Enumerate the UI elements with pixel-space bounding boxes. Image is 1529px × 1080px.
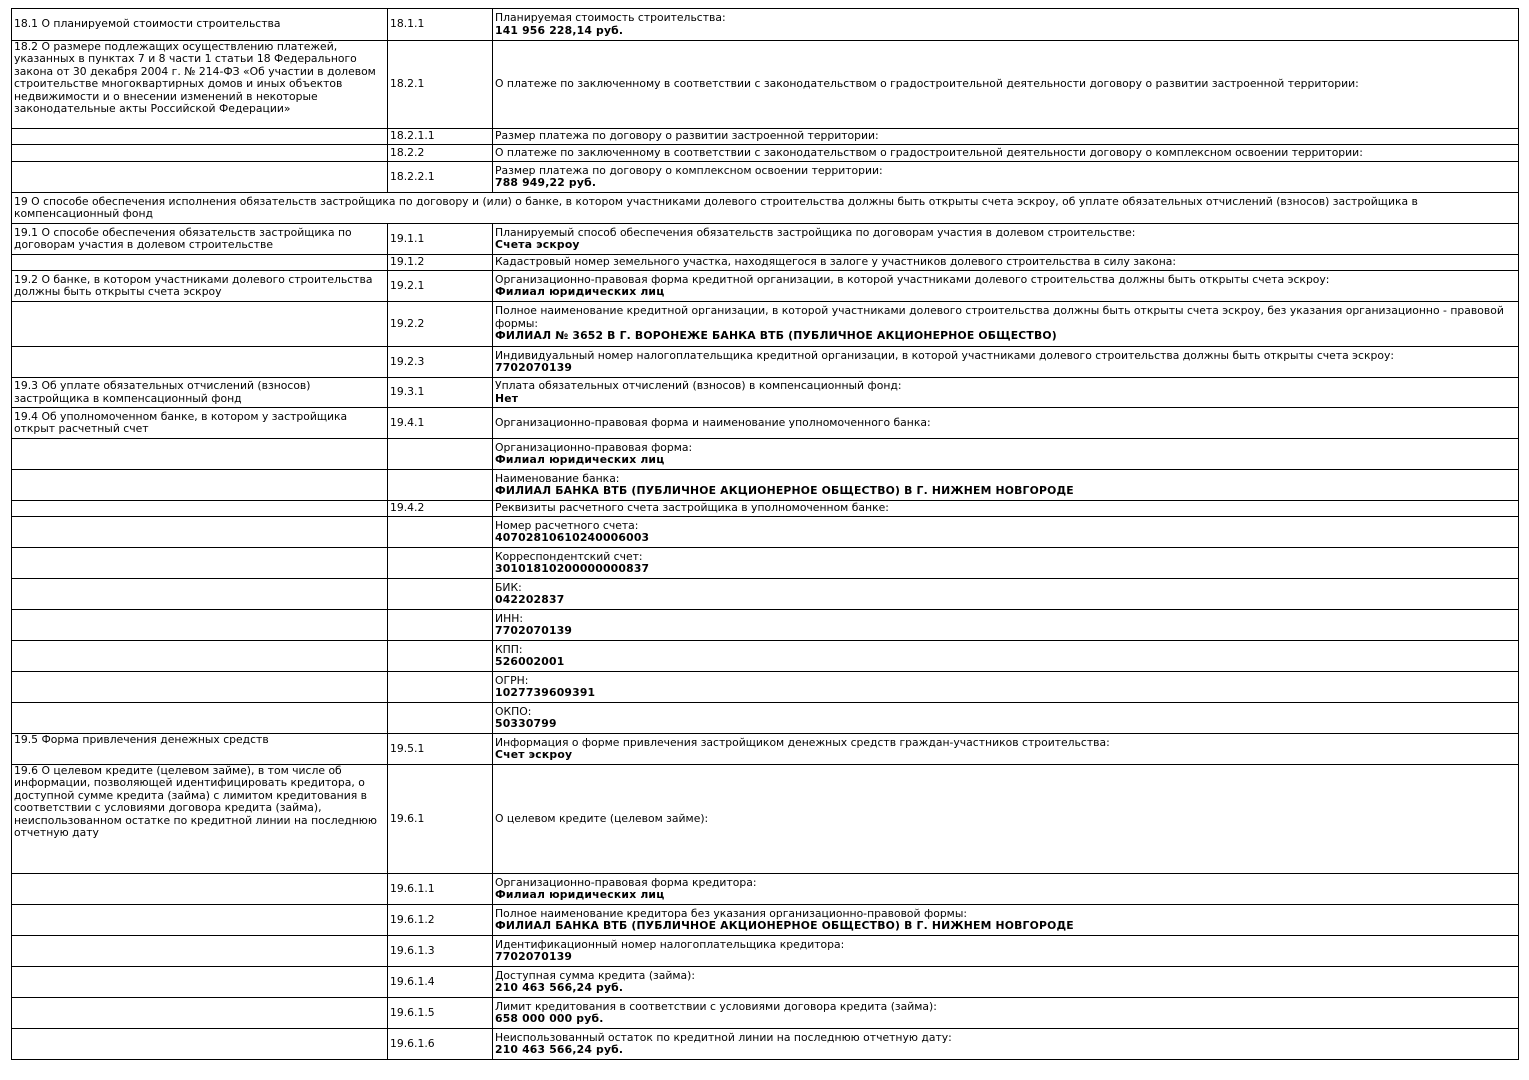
table-row bbox=[12, 765, 1519, 874]
section-title-cell bbox=[12, 579, 388, 610]
item-value: Филиал юридических лиц bbox=[495, 888, 665, 901]
item-value: 526002001 bbox=[495, 655, 565, 668]
item-number-cell: 19.6.1.1 bbox=[388, 874, 493, 905]
item-content-cell bbox=[493, 672, 1519, 703]
section-title-cell: 18.2 О размере подлежащих осуществлению платежей, указанных в пунктах 7 и 8 части 1 статьи 18 Федерального закона от 30 декабря 2004 г. № 214-ФЗ «Об участии в долевом строительстве многоквартирных домов и иных объектов недвижимости и о внесении изменений в некоторые законодательные акты Российской Федерации» bbox=[12, 41, 388, 129]
item-value: 50330799 bbox=[495, 717, 557, 730]
table-row bbox=[12, 998, 1519, 1029]
item-content-cell bbox=[493, 255, 1519, 271]
item-label: Неиспользованный остаток по кредитной линии на последнюю отчетную дату: bbox=[495, 1030, 952, 1044]
item-value: 788 949,22 руб. bbox=[495, 176, 597, 189]
item-value: 30101810200000000837 bbox=[495, 562, 650, 575]
table-row bbox=[12, 439, 1519, 470]
item-content-cell bbox=[493, 145, 1519, 162]
section-title-cell bbox=[12, 1029, 388, 1060]
item-label: КПП: bbox=[495, 642, 523, 656]
item-label: Идентификационный номер налогоплательщика кредитора: bbox=[495, 937, 845, 951]
table-row bbox=[12, 1029, 1519, 1060]
item-number-cell: 19.4.2 bbox=[388, 501, 493, 517]
item-content-cell bbox=[493, 129, 1519, 145]
item-label: Организационно-правовая форма: bbox=[495, 440, 693, 454]
section-title-cell bbox=[12, 302, 388, 347]
section-title-cell bbox=[12, 548, 388, 579]
item-content-cell bbox=[493, 470, 1519, 501]
item-number-cell: 19.3.1 bbox=[388, 378, 493, 408]
section-title-cell: 19.3 Об уплате обязательных отчислений (взносов) застройщика в компенсационный фонд bbox=[12, 378, 388, 408]
item-number-cell: 19.1.1 bbox=[388, 224, 493, 255]
item-label: Кадастровый номер земельного участка, находящегося в залоге у участников долевого строительства в силу закона: bbox=[495, 255, 1177, 269]
section-title-cell: 19.1 О способе обеспечения обязательств застройщика по договорам участия в долевом строительстве bbox=[12, 224, 388, 255]
section-title-cell bbox=[12, 347, 388, 378]
item-content-cell bbox=[493, 9, 1519, 41]
item-label: Организационно-правовая форма кредитора: bbox=[495, 875, 757, 889]
item-value: ФИЛИАЛ № 3652 В Г. ВОРОНЕЖЕ БАНКА ВТБ (ПУБЛИЧНОЕ АКЦИОНЕРНОЕ ОБЩЕСТВО) bbox=[495, 329, 1057, 343]
item-number-cell bbox=[388, 439, 493, 470]
item-content-cell bbox=[493, 998, 1519, 1029]
section-title-cell: 18.1 О планируемой стоимости строительства bbox=[12, 9, 388, 41]
item-number-cell: 19.6.1.2 bbox=[388, 905, 493, 936]
table-row bbox=[12, 905, 1519, 936]
item-number-cell: 19.2.1 bbox=[388, 271, 493, 302]
item-label: ОГРН: bbox=[495, 673, 529, 687]
item-label: Полное наименование кредитной организации, в которой участниками долевого строительства должны быть открыты счета эскроу, без указания организационно - правовой формы: bbox=[495, 304, 1504, 330]
table-row bbox=[12, 936, 1519, 967]
section-title-cell bbox=[12, 439, 388, 470]
table-row bbox=[12, 9, 1519, 41]
section-title-cell bbox=[12, 967, 388, 998]
item-number-cell: 19.2.3 bbox=[388, 347, 493, 378]
item-content-cell bbox=[493, 703, 1519, 734]
item-value: 210 463 566,24 руб. bbox=[495, 1043, 624, 1056]
section-title-cell: 19.4 Об уполномоченном банке, в котором у застройщика открыт расчетный счет bbox=[12, 408, 388, 439]
item-value: Филиал юридических лиц bbox=[495, 285, 665, 298]
item-value: 7702070139 bbox=[495, 361, 573, 374]
item-number-cell: 19.6.1.6 bbox=[388, 1029, 493, 1060]
item-value: 141 956 228,14 руб. bbox=[495, 23, 624, 37]
table-row bbox=[12, 967, 1519, 998]
section-title-cell bbox=[12, 641, 388, 672]
item-value: ФИЛИАЛ БАНКА ВТБ (ПУБЛИЧНОЕ АКЦИОНЕРНОЕ ОБЩЕСТВО) В Г. НИЖНЕМ НОВГОРОДЕ bbox=[495, 484, 1074, 497]
item-number-cell bbox=[388, 579, 493, 610]
item-content-cell bbox=[493, 548, 1519, 579]
item-content-cell bbox=[493, 579, 1519, 610]
item-number-cell: 19.1.2 bbox=[388, 255, 493, 271]
item-label: Планируемый способ обеспечения обязательств застройщика по договорам участия в долевом строительстве: bbox=[495, 225, 1136, 239]
section-row bbox=[12, 193, 1519, 224]
section-title-cell bbox=[12, 998, 388, 1029]
item-content-cell bbox=[493, 734, 1519, 765]
table-row bbox=[12, 255, 1519, 271]
item-number-cell: 18.2.1.1 bbox=[388, 129, 493, 145]
item-content-cell bbox=[493, 765, 1519, 874]
item-value: Филиал юридических лиц bbox=[495, 453, 665, 466]
item-label: Индивидуальный номер налогоплательщика кредитной организации, в которой участниками долевого строительства должны быть открыты счета эскроу: bbox=[495, 348, 1394, 362]
table-row bbox=[12, 224, 1519, 255]
section-title-cell bbox=[12, 255, 388, 271]
item-number-cell bbox=[388, 470, 493, 501]
item-number-cell bbox=[388, 672, 493, 703]
item-content-cell bbox=[493, 271, 1519, 302]
table-row bbox=[12, 129, 1519, 145]
section-title-cell bbox=[12, 517, 388, 548]
item-number-cell: 18.2.1 bbox=[388, 41, 493, 129]
item-label: О платеже по заключенному в соответствии с законодательством о градостроительной деятельности договору о развитии застроенной территории: bbox=[495, 77, 1359, 91]
item-content-cell bbox=[493, 641, 1519, 672]
table-row bbox=[12, 302, 1519, 347]
table-row bbox=[12, 874, 1519, 905]
item-number-cell: 19.5.1 bbox=[388, 734, 493, 765]
item-number-cell: 18.1.1 bbox=[388, 9, 493, 41]
item-label: Наименование банка: bbox=[495, 471, 620, 485]
table-row bbox=[12, 501, 1519, 517]
table-row bbox=[12, 579, 1519, 610]
section-title-cell bbox=[12, 129, 388, 145]
item-label: Доступная сумма кредита (займа): bbox=[495, 968, 696, 982]
section-title-cell: 19.6 О целевом кредите (целевом займе), в том числе об информации, позволяющей идентифицировать кредитора, о доступной сумме кредита (займа) с лимитом кредитования в соответствии с условиями договора кредита (займа), неиспользованном остатке по кредитной линии на последнюю отчетную дату bbox=[12, 765, 388, 874]
item-number-cell bbox=[388, 703, 493, 734]
item-content-cell bbox=[493, 936, 1519, 967]
table-row bbox=[12, 145, 1519, 162]
item-content-cell bbox=[493, 905, 1519, 936]
disclosure-table bbox=[11, 8, 1519, 1060]
item-label: Планируемая стоимость строительства: bbox=[495, 11, 726, 25]
table-row bbox=[12, 548, 1519, 579]
item-label: Уплата обязательных отчислений (взносов) в компенсационный фонд: bbox=[495, 379, 902, 393]
item-content-cell bbox=[493, 517, 1519, 548]
item-label: Размер платежа по договору о комплексном освоении территории: bbox=[495, 163, 883, 177]
section-title-cell bbox=[12, 905, 388, 936]
item-value: 7702070139 bbox=[495, 624, 573, 637]
item-content-cell bbox=[493, 378, 1519, 408]
item-content-cell bbox=[493, 162, 1519, 193]
item-number-cell bbox=[388, 641, 493, 672]
item-content-cell bbox=[493, 610, 1519, 641]
item-number-cell: 19.4.1 bbox=[388, 408, 493, 439]
section-title-cell bbox=[12, 936, 388, 967]
item-content-cell bbox=[493, 874, 1519, 905]
item-number-cell: 18.2.2.1 bbox=[388, 162, 493, 193]
section-title-cell bbox=[12, 470, 388, 501]
item-value: 658 000 000 руб. bbox=[495, 1012, 604, 1025]
item-label: Размер платежа по договору о развитии застроенной территории: bbox=[495, 129, 879, 143]
item-label: Информация о форме привлечения застройщиком денежных средств граждан-участников строительства: bbox=[495, 735, 1110, 749]
section-heading: 19 О способе обеспечения исполнения обязательств застройщика по договору и (или) о банке, в котором участниками долевого строительства должны быть открыты счета эскроу, об уплате обязательных отчислений (взносов) застройщика в компенсационный фонд bbox=[12, 193, 1519, 224]
item-number-cell: 19.6.1.5 bbox=[388, 998, 493, 1029]
item-label: Организационно-правовая форма кредитной организации, в которой участниками долевого строительства должны быть открыты счета эскроу: bbox=[495, 272, 1330, 286]
section-title-cell: 19.5 Форма привлечения денежных средств bbox=[12, 734, 388, 765]
section-title-cell bbox=[12, 703, 388, 734]
section-title-cell bbox=[12, 162, 388, 193]
item-label: Реквизиты расчетного счета застройщика в уполномоченном банке: bbox=[495, 501, 889, 515]
table-row bbox=[12, 408, 1519, 439]
table-row bbox=[12, 641, 1519, 672]
table-row bbox=[12, 672, 1519, 703]
table-row bbox=[12, 271, 1519, 302]
item-number-cell bbox=[388, 610, 493, 641]
item-content-cell bbox=[493, 408, 1519, 439]
item-value: 042202837 bbox=[495, 593, 565, 606]
table-row bbox=[12, 162, 1519, 193]
item-value: Счета эскроу bbox=[495, 238, 580, 251]
item-content-cell bbox=[493, 224, 1519, 255]
item-content-cell bbox=[493, 439, 1519, 470]
item-number-cell: 19.6.1.3 bbox=[388, 936, 493, 967]
item-label: Лимит кредитования в соответствии с условиями договора кредита (займа): bbox=[495, 999, 937, 1013]
item-value: ФИЛИАЛ БАНКА ВТБ (ПУБЛИЧНОЕ АКЦИОНЕРНОЕ ОБЩЕСТВО) В Г. НИЖНЕМ НОВГОРОДЕ bbox=[495, 919, 1074, 932]
item-value: Счет эскроу bbox=[495, 748, 573, 761]
table-row bbox=[12, 703, 1519, 734]
item-label: БИК: bbox=[495, 580, 522, 594]
item-value: Нет bbox=[495, 391, 519, 405]
section-title-cell bbox=[12, 874, 388, 905]
section-title-cell bbox=[12, 610, 388, 641]
item-label: Организационно-правовая форма и наименование уполномоченного банка: bbox=[495, 415, 931, 429]
item-content-cell bbox=[493, 347, 1519, 378]
section-title-cell bbox=[12, 501, 388, 517]
disclosure-table-body bbox=[12, 9, 1519, 1060]
item-label: ОКПО: bbox=[495, 704, 532, 718]
table-row bbox=[12, 517, 1519, 548]
item-number-cell: 19.6.1 bbox=[388, 765, 493, 874]
item-value: 1027739609391 bbox=[495, 686, 596, 699]
item-number-cell: 19.6.1.4 bbox=[388, 967, 493, 998]
item-label: Номер расчетного счета: bbox=[495, 518, 639, 532]
item-number-cell bbox=[388, 548, 493, 579]
item-label: О целевом кредите (целевом займе): bbox=[495, 811, 709, 825]
item-label: О платеже по заключенному в соответствии с законодательством о градостроительной деятельности договору о комплексном освоении территории: bbox=[495, 145, 1363, 159]
section-title-cell bbox=[12, 145, 388, 162]
table-row bbox=[12, 470, 1519, 501]
item-content-cell bbox=[493, 501, 1519, 517]
table-row bbox=[12, 734, 1519, 765]
item-content-cell bbox=[493, 41, 1519, 129]
table-row bbox=[12, 347, 1519, 378]
table-row bbox=[12, 41, 1519, 129]
item-number-cell: 18.2.2 bbox=[388, 145, 493, 162]
item-value: 210 463 566,24 руб. bbox=[495, 981, 624, 994]
section-title-cell: 19.2 О банке, в котором участниками долевого строительства должны быть открыты счета эскроу bbox=[12, 271, 388, 302]
item-value: 7702070139 bbox=[495, 950, 573, 963]
item-content-cell bbox=[493, 302, 1519, 347]
item-content-cell bbox=[493, 1029, 1519, 1060]
item-number-cell bbox=[388, 517, 493, 548]
item-value: 40702810610240006003 bbox=[495, 531, 650, 544]
item-content-cell bbox=[493, 967, 1519, 998]
item-number-cell: 19.2.2 bbox=[388, 302, 493, 347]
item-label: Корреспондентский счет: bbox=[495, 549, 643, 563]
table-row bbox=[12, 610, 1519, 641]
table-row bbox=[12, 378, 1519, 408]
item-label: ИНН: bbox=[495, 611, 523, 625]
item-label: Полное наименование кредитора без указания организационно-правовой формы: bbox=[495, 906, 967, 920]
section-title-cell bbox=[12, 672, 388, 703]
